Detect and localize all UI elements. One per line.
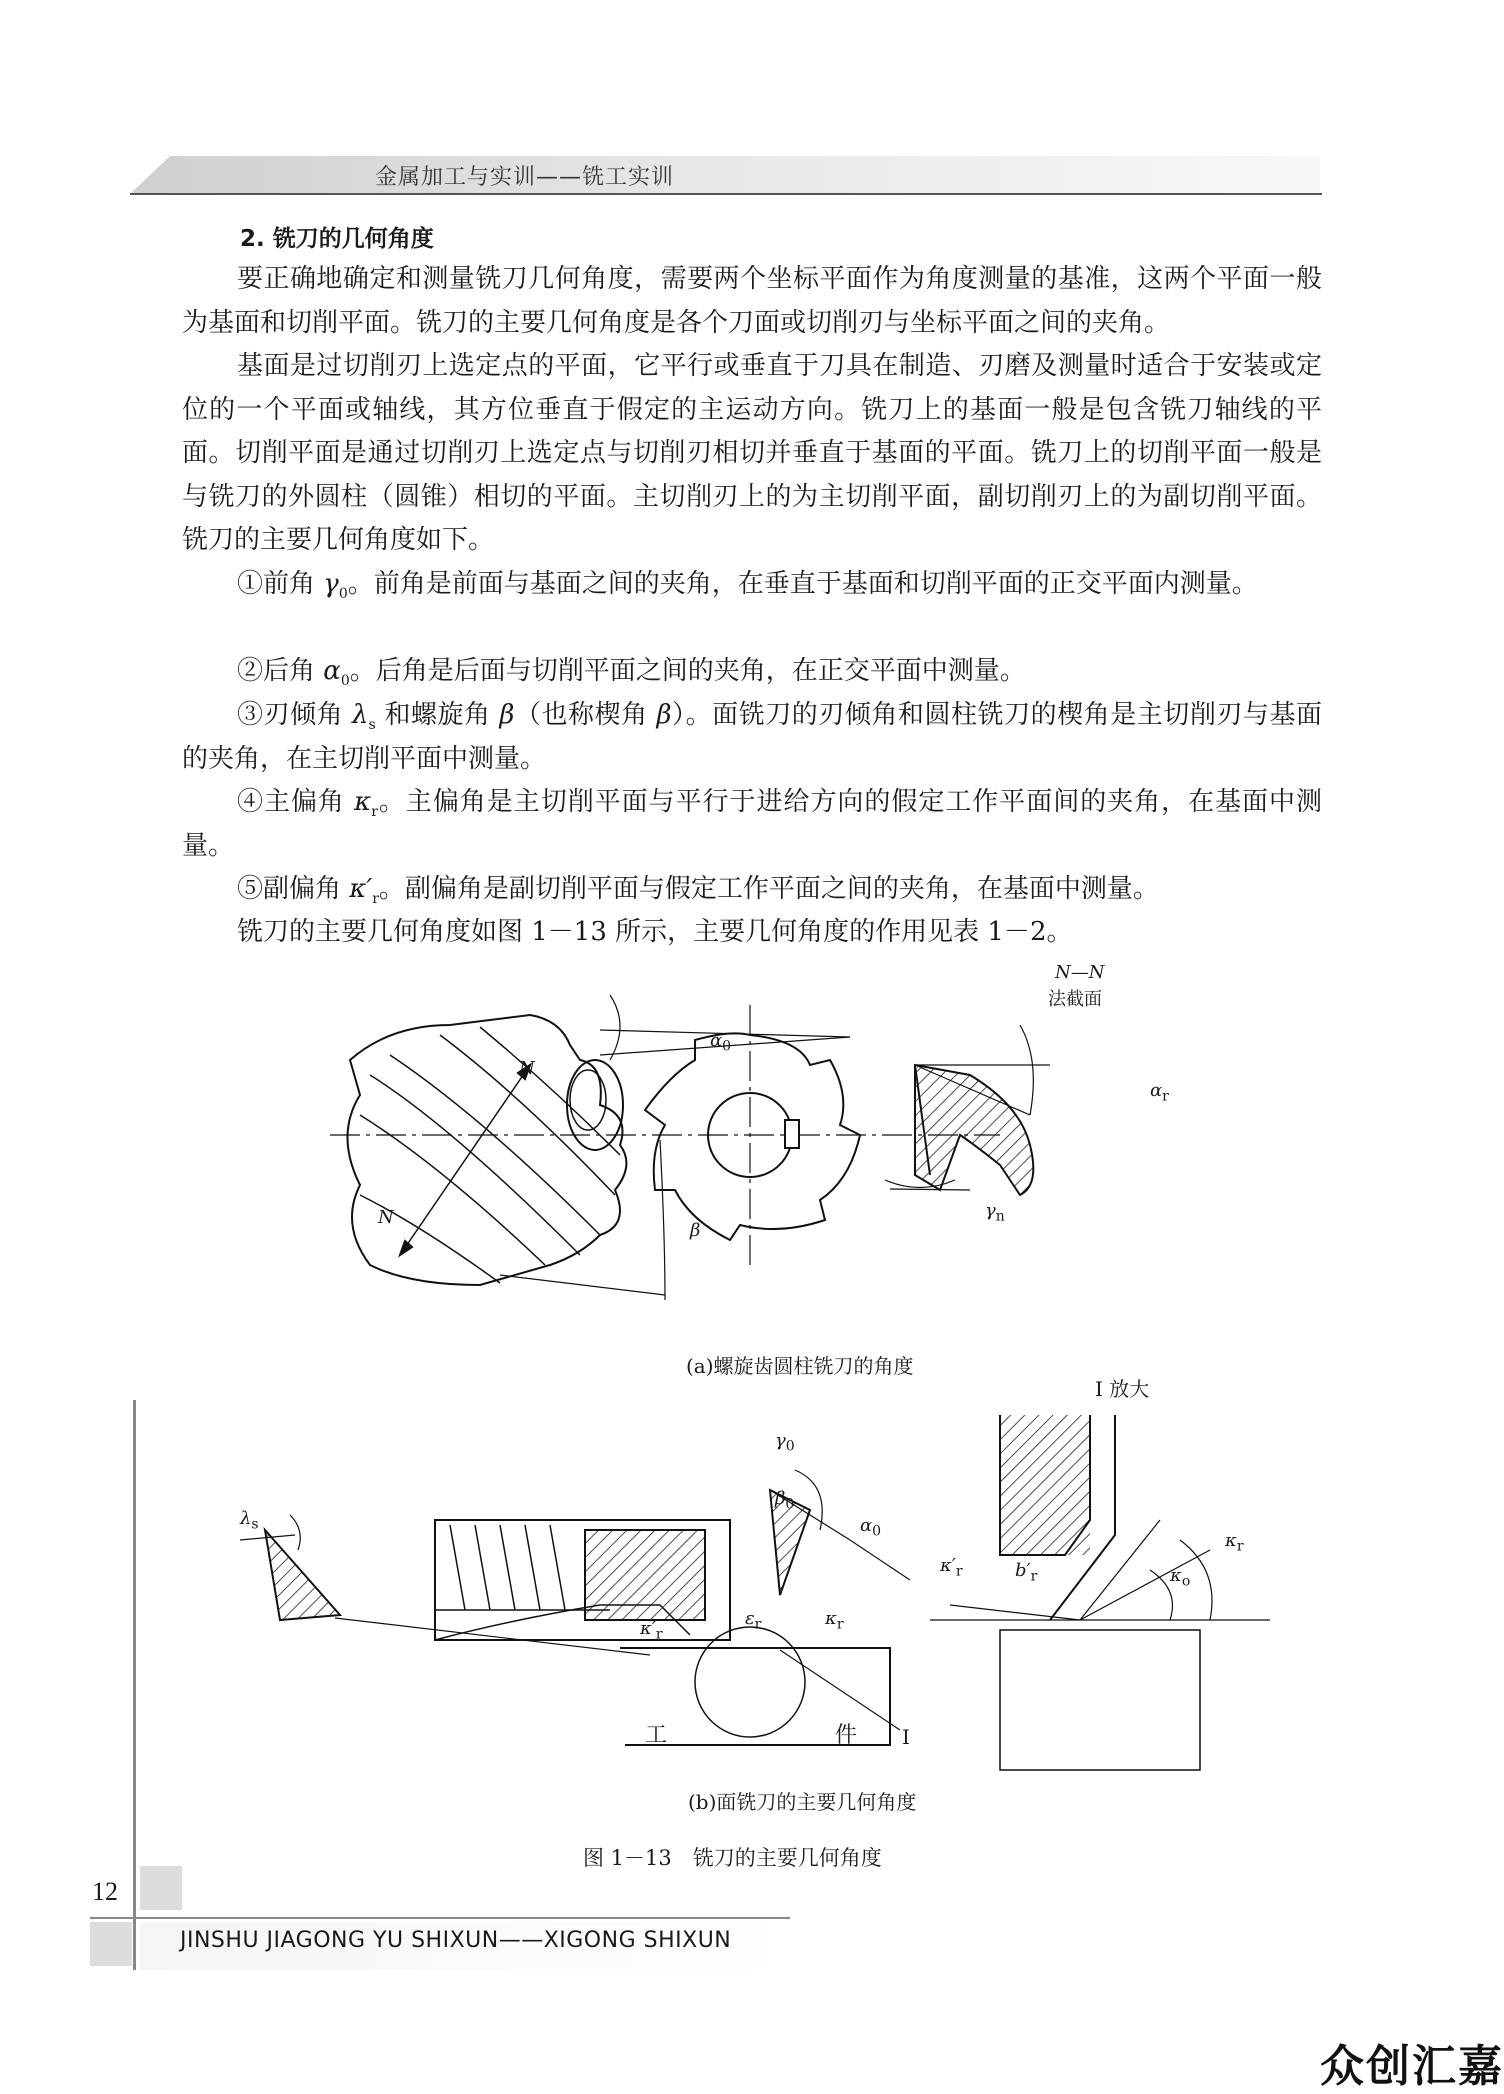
fig-b-label-krp: $\kappa'_r$ — [640, 1618, 663, 1643]
fig-a-label-gamman: $\gamma_n$ — [985, 1200, 1005, 1225]
paragraph-6: ④主偏角 $\kappa_r$。主偏角是主切削平面与平行于进给方向的假定工作平面间的夹角，在基面中测量。 — [182, 787, 1322, 861]
fig-b-label-gamma0: $\gamma_0$ — [775, 1430, 795, 1455]
fig-b-workpiece-a: 工 — [645, 1723, 668, 1748]
normal-section — [885, 1025, 1050, 1195]
footer-block-2 — [90, 1922, 132, 1966]
footer-rule — [90, 1917, 790, 1919]
fig-b-label-lambda: $\lambda_s$ — [240, 1508, 259, 1533]
fig-b-label-ko: $\kappa_o$ — [1170, 1565, 1191, 1590]
figure-a-drawing — [330, 965, 1170, 1345]
fig-a-label-alphar: $\alpha_r$ — [1150, 1080, 1169, 1105]
fig-b-label-krp-enlarged: $\kappa'_r$ — [940, 1555, 963, 1580]
fig-b-enlarge-label: Ⅰ 放大 — [1095, 1377, 1150, 1401]
fig-b-label-kr: $\kappa_r$ — [825, 1608, 844, 1633]
fig-a-label-n1: N — [519, 1058, 535, 1079]
fig-b-label-kr-enlarged: $\kappa_r$ — [1225, 1530, 1244, 1555]
fig-a-section-label: N—N — [1055, 962, 1105, 983]
fig-a-label-beta: β — [690, 1220, 701, 1241]
fig-a-label-alpha0: $\alpha_0$ — [710, 1030, 732, 1055]
fig-b-label-alpha0: $\alpha_0$ — [860, 1515, 882, 1540]
enlarged-view — [930, 1415, 1270, 1770]
fig-b-label-beta0: $\beta_0$ — [775, 1488, 795, 1513]
fig-b-label-brp: $b'_r$ — [1015, 1560, 1038, 1585]
fig-a-section-name: 法截面 — [1048, 989, 1102, 1010]
header-band — [130, 156, 1320, 194]
paragraph-7: ⑤副偏角 $\kappa'_r$。副偏角是副切削平面与假定工作平面之间的夹角，在基面中测量。 — [237, 874, 1159, 908]
paragraph-5: ③刃倾角 $\lambda_s$ 和螺旋角 β（也称楔角 β）。面铣刀的刃倾角和圆柱铣刀的楔角是主切削刃与基面的夹角，在主切削平面中测量。 — [182, 700, 1322, 774]
fig-b-workpiece-b: 件 — [835, 1723, 858, 1748]
paragraph-3: ①前角 $\gamma_0$。前角是前面与基面之间的夹角，在垂直于基面和切削平面的正交平面内测量。 — [237, 569, 1258, 603]
fig-b-caption: (b)面铣刀的主要几何角度 — [688, 1790, 917, 1814]
header-rule — [130, 193, 1322, 195]
figure-caption: 图 1－13 铣刀的主要几何角度 — [583, 1846, 882, 1870]
header-title: 金属加工与实训——铣工实训 — [375, 165, 675, 190]
paragraph-4: ②后角 $\alpha_0$。后角是后面与切削平面之间的夹角，在正交平面中测量。 — [237, 656, 1026, 690]
page-number: 12 — [92, 1877, 118, 1906]
footer-vertical-rule — [133, 1400, 136, 1970]
helical-cutter — [348, 1015, 666, 1300]
figure-b-drawing — [130, 1390, 1270, 1820]
paragraph-1: 要正确地确定和测量铣刀几何角度，需要两个坐标平面作为角度测量的基准，这两个平面一般为基面和切削平面。铣刀的主要几何角度是各个刀面或切削刃与坐标平面之间的夹角。 — [182, 264, 1322, 338]
section-heading: 2. 铣刀的几何角度 — [240, 226, 434, 252]
footer-block — [140, 1866, 182, 1910]
paragraph-2: 基面是过切削刃上选定点的平面，它平行或垂直于刀具在制造、刃磨及测量时适合于安装或定位的一个平面或轴线，其方位垂直于假定的主运动方向。铣刀上的基面一般是包含铣刀轴线的平面。切削平面是通过切削刃上选定点与切削刃相切并垂直于基面的平面。铣刀上的切削平面一般是与铣刀的外圆柱（圆锥）相切的平面。主切削刃上的为主切削平面，副切削刃上的为副切削平面。铣刀的主要几何角度如下。 — [182, 351, 1322, 556]
fig-b-label-er: $\varepsilon_r$ — [745, 1608, 762, 1633]
watermark: 众创汇嘉 — [1320, 2041, 1504, 2092]
fig-b-point-label: Ⅰ — [902, 1725, 910, 1749]
footer-text: JINSHU JIAGONG YU SHIXUN——XIGONG SHIXUN — [180, 1928, 732, 1953]
paragraph-8: 铣刀的主要几何角度如图 1－13 所示，主要几何角度的作用见表 1－2。 — [237, 917, 1073, 947]
fig-a-caption: (a)螺旋齿圆柱铣刀的角度 — [686, 1354, 914, 1378]
fig-a-label-n2: N — [378, 1207, 394, 1228]
